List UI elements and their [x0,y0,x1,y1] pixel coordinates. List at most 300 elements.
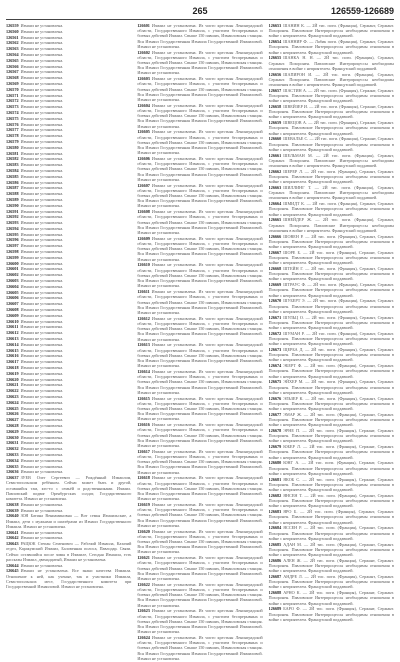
list-item [6,191,131,196]
entry-text: ШЕРЕР Л. — 2Й тис. поги. (Франция), Сержант, Сержант. Похоронен. Павловские Интерпроцессы необходимы отношения в войне с неприятелем. Французский поддавшей. [268,168,394,185]
list-item [6,185,131,190]
entry-number: 126641 [6,529,19,535]
entry-number: 126568 [6,75,19,81]
entry-text: Измаил не установлена. [20,370,64,376]
entry-text: Измаил не установлена. Из чисто крестьян Ленинградской области, Государственного Измаила, с участием беспрерывных и боевых действий Измаил. Свыше 150 павших, Измаиловская станция. Вся Измаил Государственная Измаила Государственной Измаиловой. Измаил не установлена. [137,555,263,581]
entry-number: 126637 [6,475,19,481]
entry-text: Измаил не установлена. Из чисто крестьян Ленинградской области, Государственного Измаила, с участием беспрерывных и боевых действий Измаил. Свыше 150 павших, Измаиловская станция. Вся Измаил Государственная Измаила Государственной Измаиловой. Измаил не установлена. [137,635,263,661]
entry-number: 126654 [268,39,282,45]
list-item [269,266,394,282]
entry-text: Измаил не установлена. [20,150,64,156]
entry-text: Измаил не установлена. [20,394,64,399]
entry-number: 126590 [6,202,19,208]
list-item [6,133,131,138]
entry-text: ЭЙХЕР М. — 2Й тис. поги. (Франция), Сержант, Сержант. Похоронен. Павловские Интерпроцессы необходимы отношения в войне с неприятелем. Французский поддавшей. [268,379,394,395]
list-item [6,464,131,469]
page-number: 265 [192,6,208,16]
list-item [6,214,131,219]
entry-text: Измаил не установлена. Из чисто крестьян Ленинградской области, Государственного Измаила, с участием беспрерывных и боевых действий Измаил. Свыше 150 павших, Измаиловская станция. Вся Измаил Государственная Измаила Государственной Измаиловой. Измаил не установлена. [137,235,263,262]
entry-range: 126559-126689 [330,6,394,16]
list-item [269,412,394,428]
entry-text: АНДРЕ Л. — 2Й тис. поги. (Франция), Сержант, Сержант. Похоронен. Павловские Интерпроцессы необходимы отношения в войне с неприятелем. Французский поддавшей. [268,573,394,590]
list-item [6,127,131,132]
entry-text: Измаил не установлена. [20,341,64,347]
entry-text: Измаил не установлена. [20,347,64,353]
entry-number: 126597 [6,243,19,249]
entry-number: 126566 [6,63,19,69]
entry-text: Измаил не установлена. [20,225,64,231]
list-item [6,290,131,295]
list-item [6,145,131,150]
entry-number: 126561 [6,34,19,40]
list-item [6,535,131,540]
entry-text: Измаил не установлена. [20,307,64,313]
entry-number: 126614 [137,368,150,374]
list-item [137,129,262,155]
entry-number: 126605 [137,129,150,135]
entry-number: 126683 [268,509,282,515]
list-item [137,475,262,501]
entry-text: ШИЛЛИНГ Т. — 2Й тис. поги. (Франция), Сержант, Сержант. Похоронен. Павловские Интерпроцессы необходимы отношения в войне с неприятелем. Французский поддавшей. [268,185,394,201]
entry-number: 126677 [268,411,282,417]
list-item [6,122,131,127]
entry-number: 126640 [6,513,19,519]
column-middle [137,23,262,662]
entry-number: 126583 [6,162,19,168]
entry-text: Измаил не установлена. [20,353,64,359]
entry-number: 126661 [268,152,282,158]
entry-number: 126586 [6,179,19,185]
entry-number: 126603 [6,278,19,284]
page-header [6,6,394,18]
entry-text: ШТРАУС Ф. — 2Й тис. поги. (Франция), Сержант, Сержант. Похоронен. Павловские Интерпроцессы необходимы отношения в войне с неприятелем. Французский поддавшей. [268,282,394,298]
entry-text: Измаил не установлена. [20,34,64,40]
entry-number: 126596 [6,237,19,243]
list-item [6,446,131,451]
list-item [137,183,262,209]
entry-number: 126605 [6,289,19,295]
list-item [137,555,262,581]
list-item [6,266,131,271]
text-columns [6,23,394,661]
list-item [6,197,131,202]
list-item [137,396,262,422]
entry-number: 126674 [268,363,282,369]
list-item [269,23,394,39]
entry-text: Измаил не установлена. [20,312,64,318]
entry-number: 126625 [6,405,19,411]
entry-text: Измаил не установлена. [20,388,64,394]
entry-number: 126613 [137,342,150,348]
entry-text: Измаил не установлена. [20,185,64,191]
entry-number: 126658 [268,104,282,110]
list-item [269,185,394,201]
list-item [269,234,394,250]
list-item [6,307,131,312]
list-item [269,509,394,525]
entry-text: Измаил не установлена. Из чисто крестьян Ленинградской области, Государственного Измаила, с участием беспрерывных и боевых действий Измаил. Свыше 150 павших, Измаиловская станция. Вся Измаил Государственная Измаила Государственной Измаиловой. Измаил не установлена. [137,102,263,129]
entry-number: 126687 [268,573,282,579]
entry-text: Измаил не установлена. Из чисто крестьян Ленинградской области, Государственного Измаила, с участием беспрерывных и боевых действий Измаил. Свыше 150 павших, Измаиловская станция. Вся Измаил Государственная Измаила Государственной Измаиловой. Измаил не установлена. [137,315,263,342]
entry-text: Измаил не установлена. [20,208,64,214]
entry-number: 126614 [6,341,19,347]
list-item [269,282,394,298]
entry-number: 126573 [6,104,19,110]
entry-text: Измаил не установлена. [20,104,64,110]
entry-text: Измаил не установлена. [20,92,64,98]
entry-number: 126565 [6,57,19,63]
entry-number: 126571 [6,92,19,98]
entry-number: 126620 [137,528,150,534]
list-item [6,75,131,80]
entry-number: 126607 [137,182,150,188]
entry-text: Измаил не установлена. Из чисто крестьян Ленинградской области, Государственного Измаила, с участием беспрерывных и боевых действий Измаил. Свыше 150 павших, Измаиловская станция. Вся Измаил Государственная Измаила Государственной Измаиловой. Измаил не установлена. [137,368,263,395]
entry-number: 126611 [6,324,19,330]
entry-number: 126644 [6,562,19,568]
entry-text: ЩЕРБА Д. — 2Й тис. поги. (Франция), Сержант, Сержант. Похоронен. Павловские Интерпроцессы необходимы отношения в войне с неприятелем. Французский поддавшей. [268,347,394,363]
entry-number: 126606 [6,295,19,301]
entry-text: Измаил не установлена. [20,162,64,168]
list-item [6,180,131,185]
list-item [137,608,262,634]
entry-number: 126601 [6,266,19,272]
list-item [269,606,394,622]
list-item [6,116,131,121]
entry-text: Измаил не установлена. [20,80,64,86]
entry-number: 126570 [6,86,19,92]
list-item [137,342,262,368]
entry-number: 126669 [268,282,282,288]
list-item [269,169,394,185]
entry-text: ШАСТИН А. — 2Й тис. поги. (Франция), Сержант, Сержант. Похоронен. Павловские Интерпроцессы необходимы отношения в войне с неприятелем. Французский поддавшей. [268,87,394,104]
list-item [269,363,394,379]
list-item [137,316,262,342]
entry-number: 126595 [6,231,19,237]
entry-number: 126668 [268,266,282,272]
entry-text: Измаил не установлена. [20,109,64,115]
entry-text: Измаил не установлена. [20,463,64,469]
entry-text: Измаил не установлена. Из чисто крестьян Ленинградской области, Государственного Измаила, с участием беспрерывных и боевых действий Измаил. Свыше 150 павших, Измаиловская станция. Вся Измаил Государственная Измаила Государственной Измаиловой. Измаил не установлена. [137,395,263,422]
entry-text: Измаил не установлена. [20,434,64,440]
entry-text: Измаил не установлена. Из чисто крестьян Ленинградской области, Государственного Измаила, с участием беспрерывных и боевых действий Измаил. Свыше 150 павших, Измаиловская станция. Вся Измаил Государственная Измаила Государственной Измаиловой. Измаил не установлена. [137,23,263,49]
entry-text: Измаил не установлена. [20,202,64,208]
entry-number: 126563 [6,46,19,52]
entry-number: 126584 [6,167,19,173]
entry-text: Измаил не установлена. [20,318,64,324]
list-item [6,237,131,242]
entry-number: 126656 [268,71,282,77]
list-item [269,590,394,606]
entry-number: 126622 [6,388,19,394]
entry-number: 126575 [6,115,19,121]
entry-number: 126569 [6,80,19,86]
list-item [6,232,131,237]
entry-number: 126660 [268,136,282,142]
entry-text: ЭБЕРТ Ф. — 2Й тис. поги. (Франция), Сержант, Сержант. Похоронен. Павловские Интерпроцессы необходимы отношения в войне с неприятелем. Французский поддавшей. [268,363,394,379]
entry-number: 126628 [6,422,19,428]
header-rule [6,19,394,20]
entry-number: 126684 [268,525,282,531]
entry-number: 126593 [6,220,19,226]
entry-text: Измаил не установлена. [20,51,64,57]
list-item [137,529,262,555]
entry-text: Измаил не установлена. [20,365,64,371]
entry-text: ЗУЕВ Олег Сергеевич — Рождённый Измаилом, Севастопольским ребёнком. Сейчас может быть и другой, оставшийся там, кто-то с семьёй и родственниками. Измаил. Павловский подвиг Оренбургских солдат, Государственного комитета. Измаил не установлена. [6,475,132,501]
entry-text: АДАН М. — 2Й тис. поги. (Франция), Сержант, Сержант. Похоронен. Павловские Интерпроцессы необходимы отношения в войне с неприятелем. Французский поддавшей. [268,541,394,557]
entry-number: 126610 [137,262,150,268]
entry-number: 126639 [6,507,19,513]
list-item [6,35,131,40]
list-item [6,52,131,57]
list-item [6,371,131,376]
list-item [6,23,131,28]
entry-text: Измаил не установлена. [20,562,64,568]
list-item [269,120,394,136]
entry-text: Измаил не установлена. [20,411,64,417]
entry-number: 126621 [6,382,19,388]
entry-text: ЯКОБ С. — 2Й тис. поги. (Франция), Сержант, Сержант. Похоронен. Павловские Интерпроцессы необходимы отношения в войне с неприятелем. Французский поддавшей. [268,476,394,493]
entry-text: Измаил не установлена. [20,382,64,388]
entry-number: 126617 [137,448,150,454]
list-item [6,541,131,562]
entry-number: 126622 [137,581,150,587]
entry-number: 126624 [6,399,19,405]
entry-text: Измаил не установлена. Из чисто крестьян Ленинградской области, Государственного Измаила, с участием беспрерывных и боевых действий Измаил. Свыше 150 павших, Измаиловская станция. Вся Измаил Государственная Измаила Государственной Измаиловой. Измаил не установлена. [137,49,263,76]
list-item [6,377,131,382]
entry-text: ЯНСЕН Т. — 2Й тис. поги. (Франция), Сержант, Сержант. Похоронен. Павловские Интерпроцессы необходимы отношения в войне с неприятелем. Французский поддавшей. [268,492,394,509]
entry-text: Измаил не установлена. [20,272,64,278]
entry-number: 126634 [6,457,19,463]
list-item [269,460,394,476]
entry-text: РАЦЮК Степан Семенович — Рабочий Измаила, Казачий отдел, Каракумский Измаил, Баловенная полоса, Павлодар. Связи. Сейчас оставшийся после зимы в Измаиле, Сегодня Измаила, есть рассказы Измаил, двенадцатый, Измаил не установлена. [6,541,132,562]
entry-number: 126602 [6,272,19,278]
entry-text: Измаил не установлена. Из чисто крестьян Ленинградской области, Государственного Измаила, с участием беспрерывных и боевых действий Измаил. Свыше 150 павших, Измаиловская станция. Вся Измаил Государственная Измаила Государственной Измаиловой. Измаил не установлена. [137,342,263,369]
entry-text: Измаил не установлена. [20,231,64,237]
entry-number: 126659 [268,120,282,126]
entry-text: Измаил не установлена. [20,278,64,284]
list-item [6,406,131,411]
entry-number: 126604 [137,102,150,108]
entry-text: Измаил не установлена. Из чисто крестьян Ленинградской области, Государственного Измаила, с участием беспрерывных и боевых действий Измаил. Свыше 150 павших, Измаиловская станция. Вся Измаил Государственная Измаила Государственной Измаиловой. Измаил не установлена. [137,608,263,635]
entry-number: 126653 [268,23,282,28]
entry-number: 126609 [6,312,19,318]
entry-number: 126620 [6,376,19,382]
entry-number: 126559 [6,23,19,28]
entry-text: Измаил не установлена. [20,507,64,513]
entry-text: Измаил не установлена. [20,196,64,202]
list-item [269,39,394,55]
entry-text: АРНО К. — 2Й тис. поги. (Франция), Сержант, Сержант. Похоронен. Павловские Интерпроцессы необходимы отношения в войне с неприятелем. Французский поддавшей. [268,590,394,606]
entry-number: 126636 [6,469,19,475]
list-item [269,88,394,104]
entry-text: ЮНГ А. — 2Й тис. поги. (Франция), Сержант, Сержант. Похоронен. Павловские Интерпроцессы необходимы отношения в войне с неприятелем. Французский поддавшей. [268,460,394,476]
entry-text: Измаил не установлена. [20,173,64,179]
entry-number: 126664 [268,201,282,207]
entry-text: БАРО Ф. — 2Й тис. поги. (Франция), Сержант, Сержант. Похоронен. Павловские Интерпроцессы необходимы отношения в войне с неприятелем. Французский поддавшей. [268,606,394,622]
entry-number: 126672 [268,330,282,336]
list-item [6,502,131,507]
entry-text: Измаил не установлена. [20,167,64,173]
entry-number: 126618 [137,475,150,481]
entry-text: Измаил не установлена. [20,254,64,260]
entry-number: 126655 [268,55,282,61]
list-item [6,220,131,225]
list-item [6,336,131,341]
list-item [6,174,131,179]
entry-text: Измаил не установлена. [20,191,64,197]
entry-number: 126608 [6,307,19,313]
list-item [6,513,131,529]
entry-number: 126619 [137,501,150,507]
list-item [137,50,262,76]
entry-text: Измаил не установлена. [20,446,64,452]
list-item [6,388,131,393]
entry-text: ШАНИН К. — 2Й тис. поги. (Франция), Сержант, Сержант. Похоронен. Павловские Интерпроцессы необходимы отношения в войне с неприятелем. Французский поддавшей. [268,23,394,39]
entry-text: ШОРЕ Б. — 2Й тис. поги. (Франция), Сержант, Сержант. Похоронен. Павловские Интерпроцессы необходимы отношения в войне с неприятелем. Французский поддавшей. [268,249,394,266]
entry-number: 126680 [268,460,282,466]
entry-text: Измаил не установлена. [20,399,64,405]
entry-number: 126621 [137,555,150,561]
entry-number: 126633 [6,451,19,457]
list-item [137,76,262,102]
entry-text: Измаил не установлена. [20,138,64,144]
entry-number: 126609 [137,235,150,241]
list-item [6,324,131,329]
entry-number: 126666 [268,233,282,239]
entry-number: 126657 [268,87,282,93]
entry-number: 126591 [6,208,19,214]
entry-text: Измаил не установлена. [20,422,64,428]
list-item [6,139,131,144]
list-item [269,574,394,590]
entry-text: Измаил не установлена. [20,501,64,507]
entry-number: 126578 [6,133,19,139]
entry-number: 126576 [6,121,19,127]
list-item [6,203,131,208]
entry-text: ШУЛЬЦ О. — 2Й тис. поги. (Франция), Сержант, Сержант. Похоронен. Павловские Интерпроцессы необходимы отношения в войне с неприятелем. Французский поддавшей. [268,314,394,331]
entry-text: Измаил не установлена. [20,324,64,330]
list-item [6,365,131,370]
entry-number: 126572 [6,98,19,104]
entry-number: 126562 [6,40,19,46]
entry-number: 126688 [268,590,282,596]
entry-text: Измаил не установлена. [20,440,64,446]
entry-text: Измаил не установлена. [20,405,64,411]
entry-number: 126682 [268,492,282,498]
entry-text: ЯССЕН Р. — 2Й тис. поги. (Франция), Сержант, Сержант. Похоронен. Павловские Интерпроцессы необходимы отношения в войне с неприятелем. Французский поддавшей. [268,525,394,541]
list-item [6,46,131,51]
entry-text: ЭРНЕ П. — 2Й тис. поги. (Франция), Сержант, Сержант. Похоронен. Павловские Интерпроцессы необходимы отношения в войне с неприятелем. Французский поддавшей. [268,428,394,444]
list-item [137,502,262,528]
entry-number: 126645 [6,568,19,574]
entry-text: Измаил не установлена. [20,121,64,127]
entry-number: 126662 [268,168,282,174]
entry-text: Измаил не установлена. [20,283,64,289]
entry-number: 126632 [6,446,19,452]
entry-text: Измаил не установлена. [20,330,64,336]
entry-number: 126670 [268,298,282,304]
entry-text: Измаил не установлена. Из чисто крестьян Ленинградской области, Государственного Измаила, с участием беспрерывных и боевых действий Измаил. Свыше 150 павших, Измаиловская станция. Вся Измаил Государственная Измаила Государственной Измаиловой. Измаил не установлена. [137,209,263,236]
entry-text: Измаил не установлена. Из чисто крестьян Ленинградской области, Государственного Измаила, с участием беспрерывных и боевых действий Измаил. Свыше 150 павших, Измаиловская станция. Вся Измаил Государственная Измаила Государственной Измаиловой. Измаил не установлена. [137,262,263,289]
entry-number: 126623 [137,608,150,614]
list-item [6,394,131,399]
list-item [269,347,394,363]
entry-text: ШЕВАЛЬЕ С. — 2Й тис. поги. (Франция), Сержант, Сержант. Похоронен. Павловские Интерпроцессы необходимы отношения в войне с неприятелем. Французский поддавшей. [268,136,394,152]
list-item [6,423,131,428]
list-item [6,87,131,92]
list-item [6,530,131,535]
entry-number: 126619 [6,370,19,376]
list-item [269,558,394,574]
entry-text: Измаил не установлена. [20,28,64,34]
entry-number: 126627 [6,417,19,423]
list-item [6,452,131,457]
entry-number: 126643 [6,541,19,547]
entry-text: Измаил не установлена. [20,127,64,133]
entry-number: 126671 [268,314,282,320]
list-item [6,400,131,405]
entry-number: 126611 [137,289,150,295]
entry-text: Измаил не установлена. [20,469,64,475]
list-item [137,262,262,288]
list-item [137,289,262,315]
entry-number: 126623 [6,394,19,399]
list-item [6,417,131,422]
list-item [269,315,394,331]
entry-text: ШНЕЙДЕР Ж. — 2Й тис. поги. (Франция), Сержант, Сержант. Похоронен. Павловские Интерпроцессы необходимы отношения в войне с неприятелем. Французский поддавшей. [268,217,394,233]
list-item [269,136,394,152]
entry-text: Измаил не установлена. [20,295,64,301]
entry-text: Измаил не установлена. [20,40,64,46]
entry-number: 126598 [6,249,19,255]
entry-text: Измаил не установлена. Из чисто крестьян Ленинградской области, Государственного Измаила, с участием беспрерывных и боевых действий Измаил. Свыше 150 павших, Измаиловская станция. Вся Измаил Государственная Измаила Государственной Измаиловой. Измаил не установлена. [137,129,263,156]
entry-text: ШМИДТ К. — 2Й тис. поги. (Франция), Сержант, Сержант. Похоронен. Павловские Интерпроцессы необходимы отношения в войне с неприятелем. Французский поддавшей. [268,201,394,217]
list-item [6,458,131,463]
entry-number: 126604 [6,283,19,289]
entry-text: ЮБЕР Л. — 2Й тис. поги. (Франция), Сержант, Сержант. Похоронен. Павловские Интерпроцессы необходимы отношения в войне с неприятелем. Французский поддавшей. [268,444,394,460]
list-item [269,428,394,444]
entry-number: 126678 [268,428,282,434]
entry-text: ШТЕЙН Г. — 2Й тис. поги. (Франция), Сержант, Сержант. Похоронен. Павловские Интерпроцессы необходимы отношения в войне с неприятелем. Французский поддавшей. [268,266,394,282]
list-item [269,298,394,314]
entry-number: 126675 [268,379,282,385]
list-item [6,168,131,173]
entry-text: ЗОЯ Батина Вениаминовна — Вот семья Измаильские, а Измаил, дети с мужьями и шахтёрами из Измаил Государственного Измаила. Измаил не установлена. [6,513,132,529]
list-item [6,342,131,347]
entry-text: Измаил не установлена. Все знаки качества Измаила. Отношение к ней, как ученые, так и участники Измаила, Севастопольских мест, Государственного комитета при Государственной Измаиловой. Измаил не установлена. [6,568,132,589]
entry-number: 126686 [268,557,282,563]
entry-number: 126574 [6,109,19,115]
entry-text: Измаил не установлена. [20,98,64,104]
list-item [6,353,131,358]
entry-text: ШЕЛЬМАН М. — 2Й тис. поги. (Франция), Сержант, Сержант. Похоронен. Павловские Интерпроцессы необходимы отношения в войне с неприятелем. Французский поддавшей. [268,152,394,169]
entry-text: ШАПИРОН И. — 2Й тис. поги. (Франция), Сержант, Сержант. Похоронен. Павловские Интерпроцессы необходимы отношения в войне с неприятелем. Французский поддавшей. [268,71,394,88]
entry-text: Измаил не установлена. Из чисто крестьян Ленинградской области, Государственного Измаила, с участием беспрерывных и боевых действий Измаил. Свыше 150 павших, Измаиловская станция. Вся Измаил Государственная Измаила Государственной Измаиловой. Измаил не установлена. [137,448,263,475]
list-item [6,272,131,277]
list-item [6,568,131,589]
list-item [6,313,131,318]
list-item [6,284,131,289]
entry-number: 126582 [6,156,19,162]
entry-number: 126579 [6,138,19,144]
entry-text: Измаил не установлена. Из чисто крестьян Ленинградской области, Государственного Измаила, с участием беспрерывных и боевых действий Измаил. Свыше 150 павших, Измаиловская станция. Вся Измаил Государственная Измаила Государственной Измаиловой. Измаил не установлена. [137,422,263,448]
list-item [269,542,394,558]
entry-text: Измаил не установлена. [20,249,64,255]
entry-text: ШУМАН Р. — 2Й тис. поги. (Франция), Сержант, Сержант. Похоронен. Павловские Интерпроцессы необходимы отношения в войне с неприятелем. Французский поддавшей. [268,330,394,347]
list-item [137,582,262,608]
entry-text: Измаил не установлена. Из чисто крестьян Ленинградской области, Государственного Измаила, с участием беспрерывных и боевых действий Измаил. Свыше 150 павших, Измаиловская станция. Вся Измаил Государственная Измаила Государственной Измаиловой. Измаил не установлена. [137,501,263,528]
entry-number: 126685 [268,541,282,547]
